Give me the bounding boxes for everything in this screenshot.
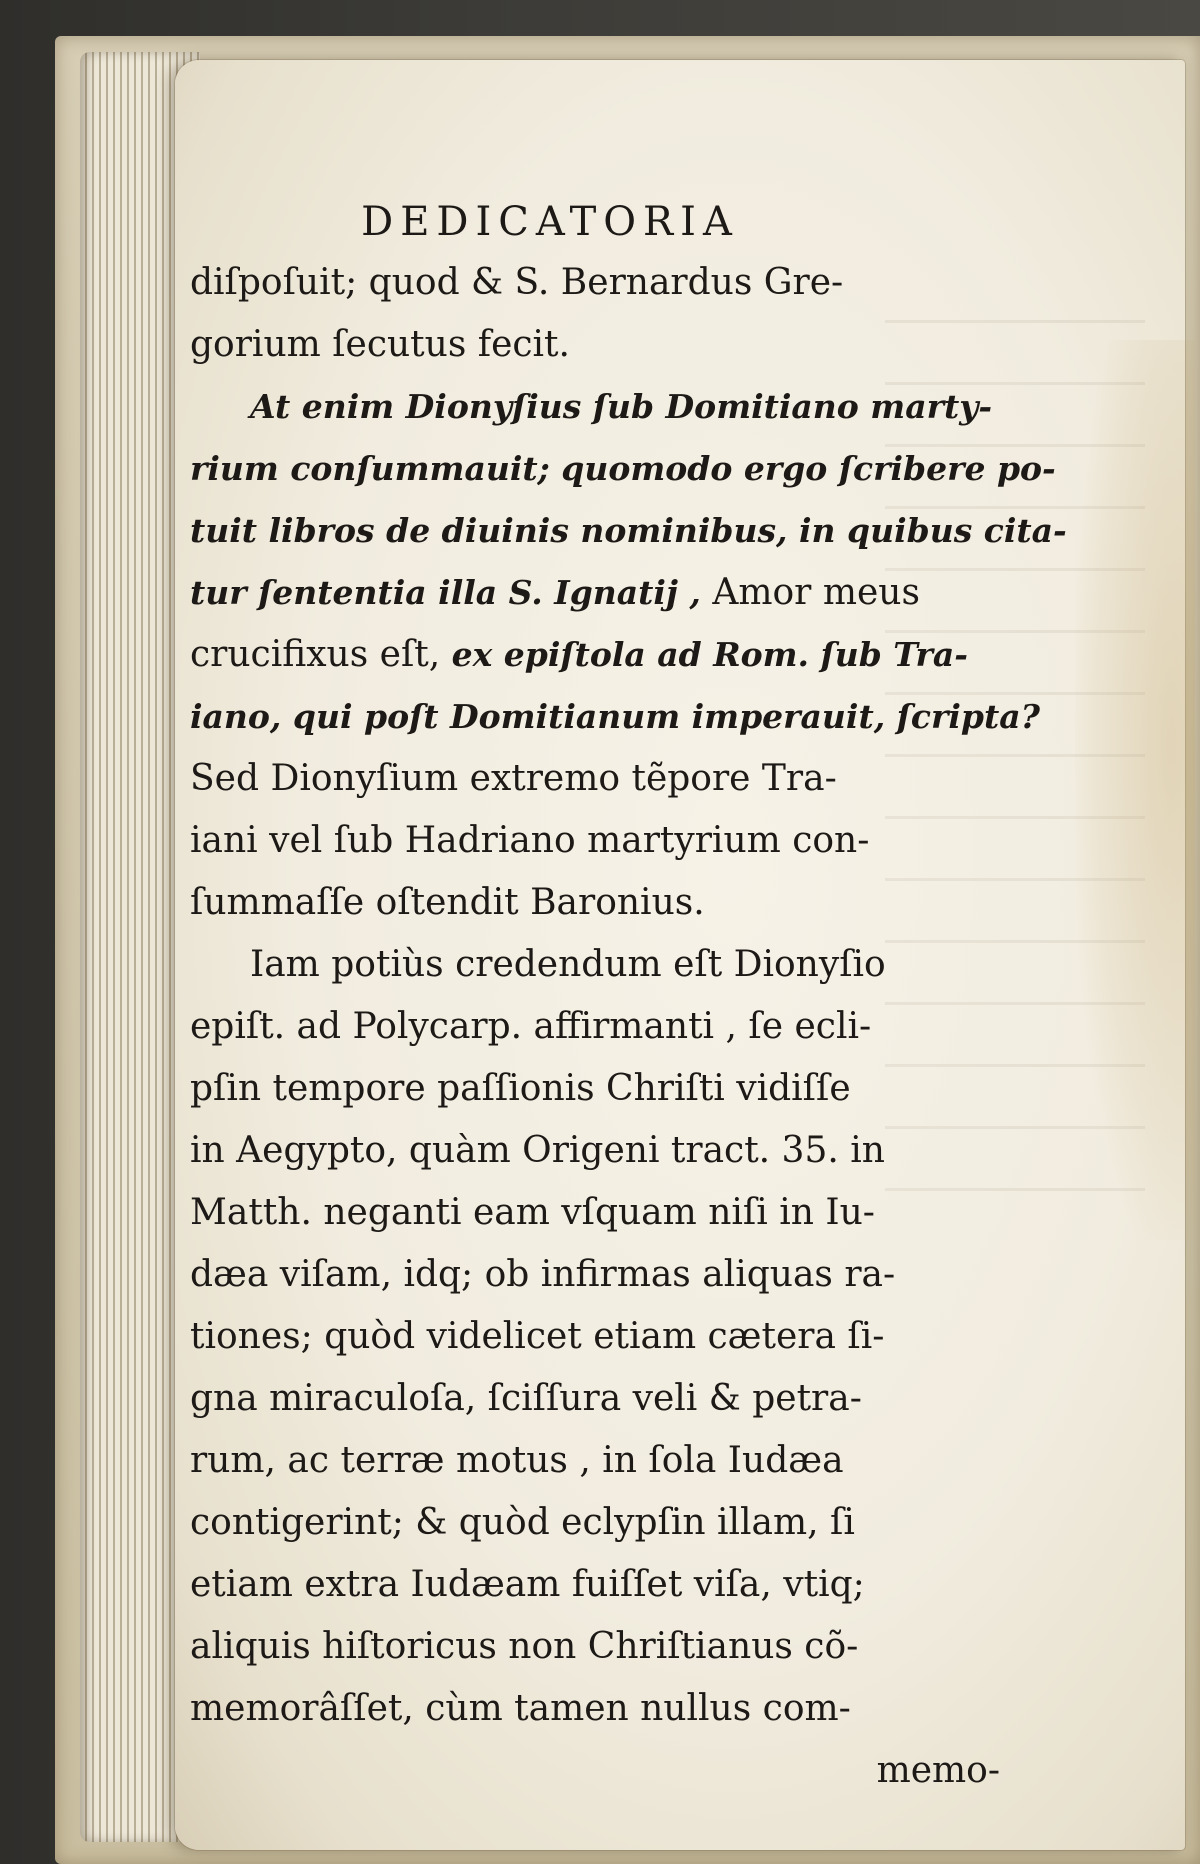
text-line bbox=[190, 748, 1010, 810]
roman-text-segment: gorium ſecutus fecit. bbox=[190, 324, 570, 365]
roman-text-segment: pſin tempore paſſionis Chriſti vidiſſe bbox=[190, 1068, 851, 1109]
text-line bbox=[190, 314, 1010, 376]
text-line bbox=[190, 1306, 1010, 1368]
text-line bbox=[190, 1182, 1010, 1244]
catchword: memo- bbox=[876, 1750, 1000, 1791]
text-line bbox=[190, 1616, 1010, 1678]
text-line bbox=[190, 376, 1010, 438]
roman-text-segment: diſpoſuit; quod & S. Bernardus Gre- bbox=[190, 262, 844, 303]
italic-text-segment: iano, qui poſt Domitianum imperauit, ſcripta? bbox=[190, 697, 1040, 736]
roman-text-segment: tiones; quòd videlicet etiam cætera ſi- bbox=[190, 1316, 885, 1357]
text-line bbox=[190, 1244, 1010, 1306]
roman-text-segment: dæa viſam, idq; ob infirmas aliquas ra- bbox=[190, 1254, 896, 1295]
water-stain bbox=[1075, 340, 1195, 1240]
italic-text-segment: At enim Dionyſius ſub Domitiano marty- bbox=[250, 387, 993, 426]
page-text-block bbox=[190, 192, 1067, 1802]
text-line bbox=[190, 500, 1067, 562]
italic-text-segment: ex epiſtola ad Rom. ſub Tra- bbox=[451, 635, 968, 674]
italic-text-segment: tur ſententia illa S. Ignatij , bbox=[190, 573, 713, 612]
roman-text-segment: Matth. neganti eam vſquam niſi in Iu- bbox=[190, 1192, 875, 1233]
running-head: DEDICATORIA bbox=[361, 199, 739, 245]
text-line bbox=[190, 872, 1010, 934]
roman-text-segment: rum, ac terræ motus , in ſola Iudæa bbox=[190, 1440, 844, 1481]
text-line bbox=[190, 1058, 1010, 1120]
roman-text-segment: gna miraculoſa, ſciſſura veli & petra- bbox=[190, 1378, 862, 1419]
text-line bbox=[190, 1678, 1010, 1740]
roman-text-segment: contigerint; & quòd eclypſin illam, ſi bbox=[190, 1502, 855, 1543]
roman-text-segment: Amor meus bbox=[712, 572, 920, 613]
text-line bbox=[190, 996, 1010, 1058]
roman-text-segment: memorâſſet, cùm tamen nullus com- bbox=[190, 1688, 851, 1729]
roman-text-segment: epiſt. ad Polycarp. affirmanti , ſe ecli- bbox=[190, 1006, 872, 1047]
text-line bbox=[190, 810, 1010, 872]
text-line bbox=[190, 934, 1010, 996]
italic-text-segment: tuit libros de diuinis nominibus, in quibus cita- bbox=[190, 511, 1067, 550]
roman-text-segment: etiam extra Iudæam fuiſſet viſa, vtiq; bbox=[190, 1564, 865, 1605]
text-line bbox=[190, 252, 1010, 314]
roman-text-segment: ſummaſſe oſtendit Baronius. bbox=[190, 882, 705, 923]
roman-text-segment: Sed Dionyſium extremo tẽpore Tra- bbox=[190, 758, 837, 799]
text-line bbox=[190, 1368, 1010, 1430]
roman-text-segment: iani vel ſub Hadriano martyrium con- bbox=[190, 820, 870, 861]
roman-text-segment: aliquis hiſtoricus non Chriſtianus cõ- bbox=[190, 1626, 859, 1667]
text-line bbox=[190, 438, 1056, 500]
text-line bbox=[190, 1430, 1010, 1492]
text-line bbox=[190, 1554, 1010, 1616]
text-line bbox=[190, 1120, 1010, 1182]
text-line bbox=[190, 686, 1040, 748]
roman-text-segment: crucifixus eſt, bbox=[190, 634, 452, 675]
italic-text-segment: rium conſummauit; quomodo ergo ſcribere po- bbox=[190, 449, 1056, 488]
text-line bbox=[190, 1492, 1010, 1554]
text-line bbox=[190, 562, 1010, 624]
text-lines bbox=[190, 252, 1067, 1740]
roman-text-segment: Iam potiùs credendum eſt Dionyſio bbox=[250, 944, 886, 985]
text-line bbox=[190, 624, 1010, 686]
roman-text-segment: in Aegypto, quàm Origeni tract. 35. in bbox=[190, 1130, 885, 1171]
